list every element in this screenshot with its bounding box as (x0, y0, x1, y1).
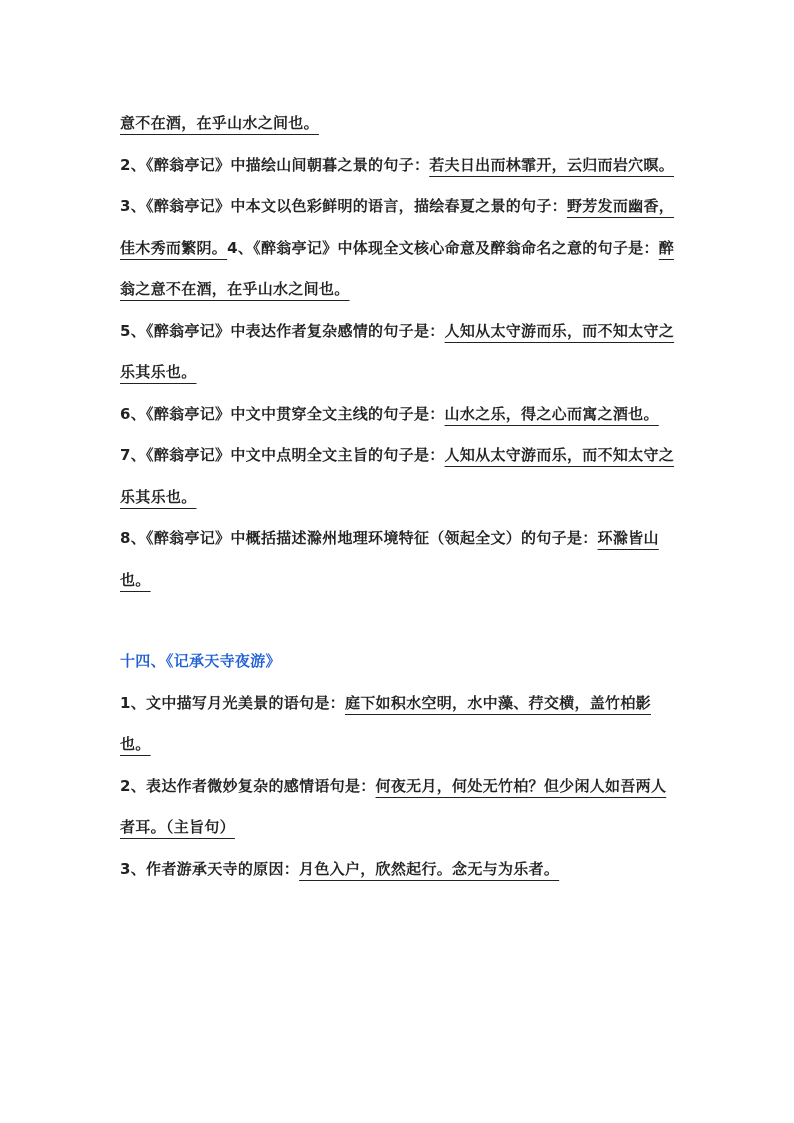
question-text: 5、《醉翁亭记》中表达作者复杂感情的句子是： (120, 321, 445, 340)
item-2 (120, 145, 680, 187)
s14-item-3 (120, 849, 680, 891)
answer-text: 何夜无月，何处无竹柏？但少闲人如吾两人者耳。（主旨句） (120, 776, 667, 836)
item-8 (120, 518, 680, 601)
answer-text: 人知从太守游而乐，而不知太守之乐其乐也。 (120, 321, 675, 381)
question-text: 3、作者游承天寺的原因： (120, 859, 300, 878)
question-text: 8、《醉翁亭记》中概括描述滁州地理环境特征（领起全文）的句子是： (120, 529, 598, 547)
answer-text: 山水之乐，得之心而寓之酒也。 (444, 404, 659, 423)
question-text: 2、《醉翁亭记》中描绘山间朝暮之景的句子： (120, 155, 430, 174)
answer-text: 环滁皆山也。 (120, 529, 659, 589)
item-3-4 (120, 186, 680, 311)
answer-text: 若夫日出而林霏开，云归而岩穴暝。 (429, 155, 675, 174)
s14-item-1 (120, 683, 680, 766)
question-text: 6、《醉翁亭记》中文中贯穿全文主线的句子是： (120, 404, 445, 423)
question-text: 4、《醉翁亭记》中体现全文核心命意及醉翁命名之意的句子是： (227, 238, 659, 257)
s14-item-2 (120, 766, 680, 849)
answer-text: 野芳发而幽香，佳木秀而繁阴。 (120, 197, 675, 257)
answer-text: 意不在酒，在乎山水之间也。 (120, 114, 319, 132)
item-5 (120, 311, 680, 394)
item-7 (120, 435, 680, 518)
question-text: 7、《醉翁亭记》中文中点明全文主旨的句子是： (120, 446, 445, 464)
answer-text: 庭下如积水空明，水中藻、荇交横，盖竹柏影也。 (120, 693, 651, 753)
question-text: 3、《醉翁亭记》中本文以色彩鲜明的语言，描绘春夏之景的句子： (120, 197, 567, 215)
section-heading: 十四、《记承天寺夜游》 (120, 652, 281, 670)
item-6 (120, 394, 680, 436)
question-text: 1、文中描写月光美景的语句是： (120, 693, 345, 712)
answer-text: 人知从太守游而乐，而不知太守之乐其乐也。 (120, 446, 675, 506)
item-1-continuation (120, 103, 680, 145)
question-text: 2、表达作者微妙复杂的感情语句是： (120, 776, 376, 795)
document-content (120, 103, 680, 890)
section-gap (120, 601, 680, 641)
answer-text: 月色入户，欣然起行。念无与为乐者。 (299, 859, 560, 878)
answer-text: 醉翁之意不在酒，在乎山水之间也。 (120, 238, 675, 298)
